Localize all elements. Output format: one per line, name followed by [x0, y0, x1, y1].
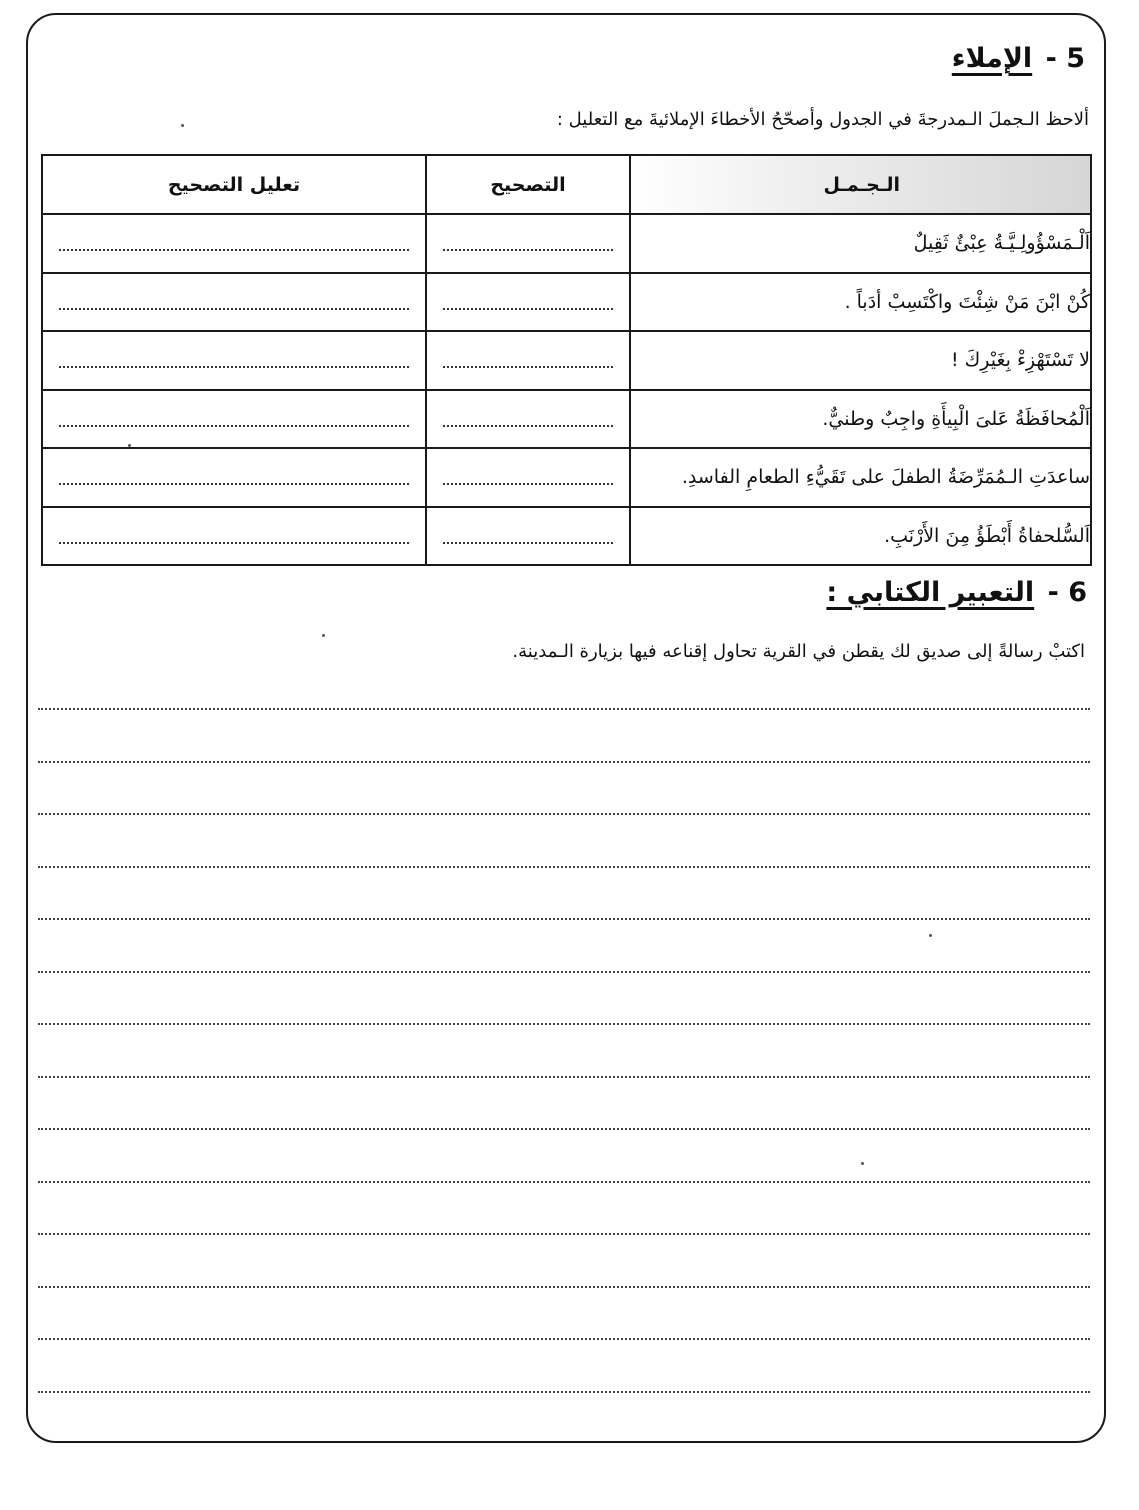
justification-cell[interactable] — [42, 390, 426, 449]
writing-line[interactable] — [38, 1338, 1090, 1340]
scan-speck — [861, 1162, 864, 1165]
answer-dotted-line — [443, 352, 613, 368]
justification-cell[interactable] — [42, 273, 426, 332]
table-row — [42, 331, 1091, 390]
sentence-cell: اَلْمُحافَظَةُ عَلىَ الْبِيأَةِ واجِبٌ وطنيٌّ. — [630, 390, 1091, 449]
writing-line[interactable] — [38, 1023, 1090, 1025]
table-row — [42, 448, 1091, 507]
section-6-heading: التعبير الكتابي : — [826, 577, 1035, 608]
header-correction: التصحيح — [426, 155, 630, 214]
answer-dotted-line — [59, 235, 409, 251]
answer-dotted-line — [443, 528, 613, 544]
table-header-row — [42, 155, 1091, 214]
justification-cell[interactable] — [42, 214, 426, 273]
sentence-cell: لا تَسْتَهْزِءْ بِغَيْرِكَ ! — [630, 331, 1091, 390]
correction-cell[interactable] — [426, 273, 630, 332]
section-5-title — [952, 42, 1085, 76]
correction-cell[interactable] — [426, 214, 630, 273]
writing-line[interactable] — [38, 1233, 1090, 1235]
writing-line[interactable] — [38, 971, 1090, 973]
answer-dotted-line — [59, 352, 409, 368]
table-row — [42, 273, 1091, 332]
correction-cell[interactable] — [426, 507, 630, 566]
table-row — [42, 214, 1091, 273]
answer-dotted-line — [59, 528, 409, 544]
section-5-heading: الإملاء — [951, 43, 1033, 74]
table-row — [42, 507, 1091, 566]
scan-speck — [929, 934, 932, 937]
answer-dotted-line — [443, 411, 613, 427]
section-6-title — [826, 576, 1087, 610]
writing-line[interactable] — [38, 708, 1090, 710]
justification-cell[interactable] — [42, 331, 426, 390]
sentence-cell: ساعدَتِ الـمُمَرِّضَةُ الطفلَ على تَقَيُّءِ الطعامِ الفاسدِ. — [630, 448, 1091, 507]
scan-speck — [181, 124, 184, 127]
scan-speck — [322, 634, 325, 637]
dictation-table — [41, 154, 1092, 566]
scan-speck — [128, 444, 131, 447]
answer-dotted-line — [59, 411, 409, 427]
writing-line[interactable] — [38, 1181, 1090, 1183]
correction-cell[interactable] — [426, 448, 630, 507]
writing-line[interactable] — [38, 1128, 1090, 1130]
header-justification: تعليل التصحيح — [42, 155, 426, 214]
section-5-instruction: ألاحظ الـجملَ الـمدرجةَ في الجدول وأصحّحُ الأخطاءَ الإملائيةَ مع التعليل : — [556, 109, 1089, 130]
sentence-cell: اَلسُّلحفاةُ أَبْطَؤُ مِنَ الأَرْنَبِ. — [630, 507, 1091, 566]
answer-dotted-line — [59, 294, 409, 310]
justification-cell[interactable] — [42, 448, 426, 507]
answer-dotted-line — [443, 235, 613, 251]
answer-dotted-line — [59, 469, 409, 485]
answer-dotted-line — [443, 294, 613, 310]
writing-line[interactable] — [38, 1076, 1090, 1078]
writing-line[interactable] — [38, 866, 1090, 868]
section-5-number: 5 - — [1045, 43, 1085, 74]
table-row — [42, 390, 1091, 449]
answer-dotted-line — [443, 469, 613, 485]
writing-line[interactable] — [38, 813, 1090, 815]
writing-line[interactable] — [38, 1286, 1090, 1288]
sentence-cell: اَلْـمَسْؤُولِـيَّـةُ عِبْئٌ ثَقِيلٌ — [630, 214, 1091, 273]
writing-line[interactable] — [38, 761, 1090, 763]
writing-line[interactable] — [38, 918, 1090, 920]
sentence-cell: كُنْ ابْنَ مَنْ شِئْتَ واكْتَسِبْ أدَباً . — [630, 273, 1091, 332]
header-sentences: الـجـمـل — [630, 155, 1091, 214]
justification-cell[interactable] — [42, 507, 426, 566]
correction-cell[interactable] — [426, 390, 630, 449]
section-6-number: 6 - — [1047, 577, 1087, 608]
section-6-instruction: اكتبْ رسالةً إلى صديق لك يقطن في القرية تحاول إقناعه فيها بزيارة الـمدينة. — [512, 641, 1085, 662]
correction-cell[interactable] — [426, 331, 630, 390]
writing-line[interactable] — [38, 1391, 1090, 1393]
